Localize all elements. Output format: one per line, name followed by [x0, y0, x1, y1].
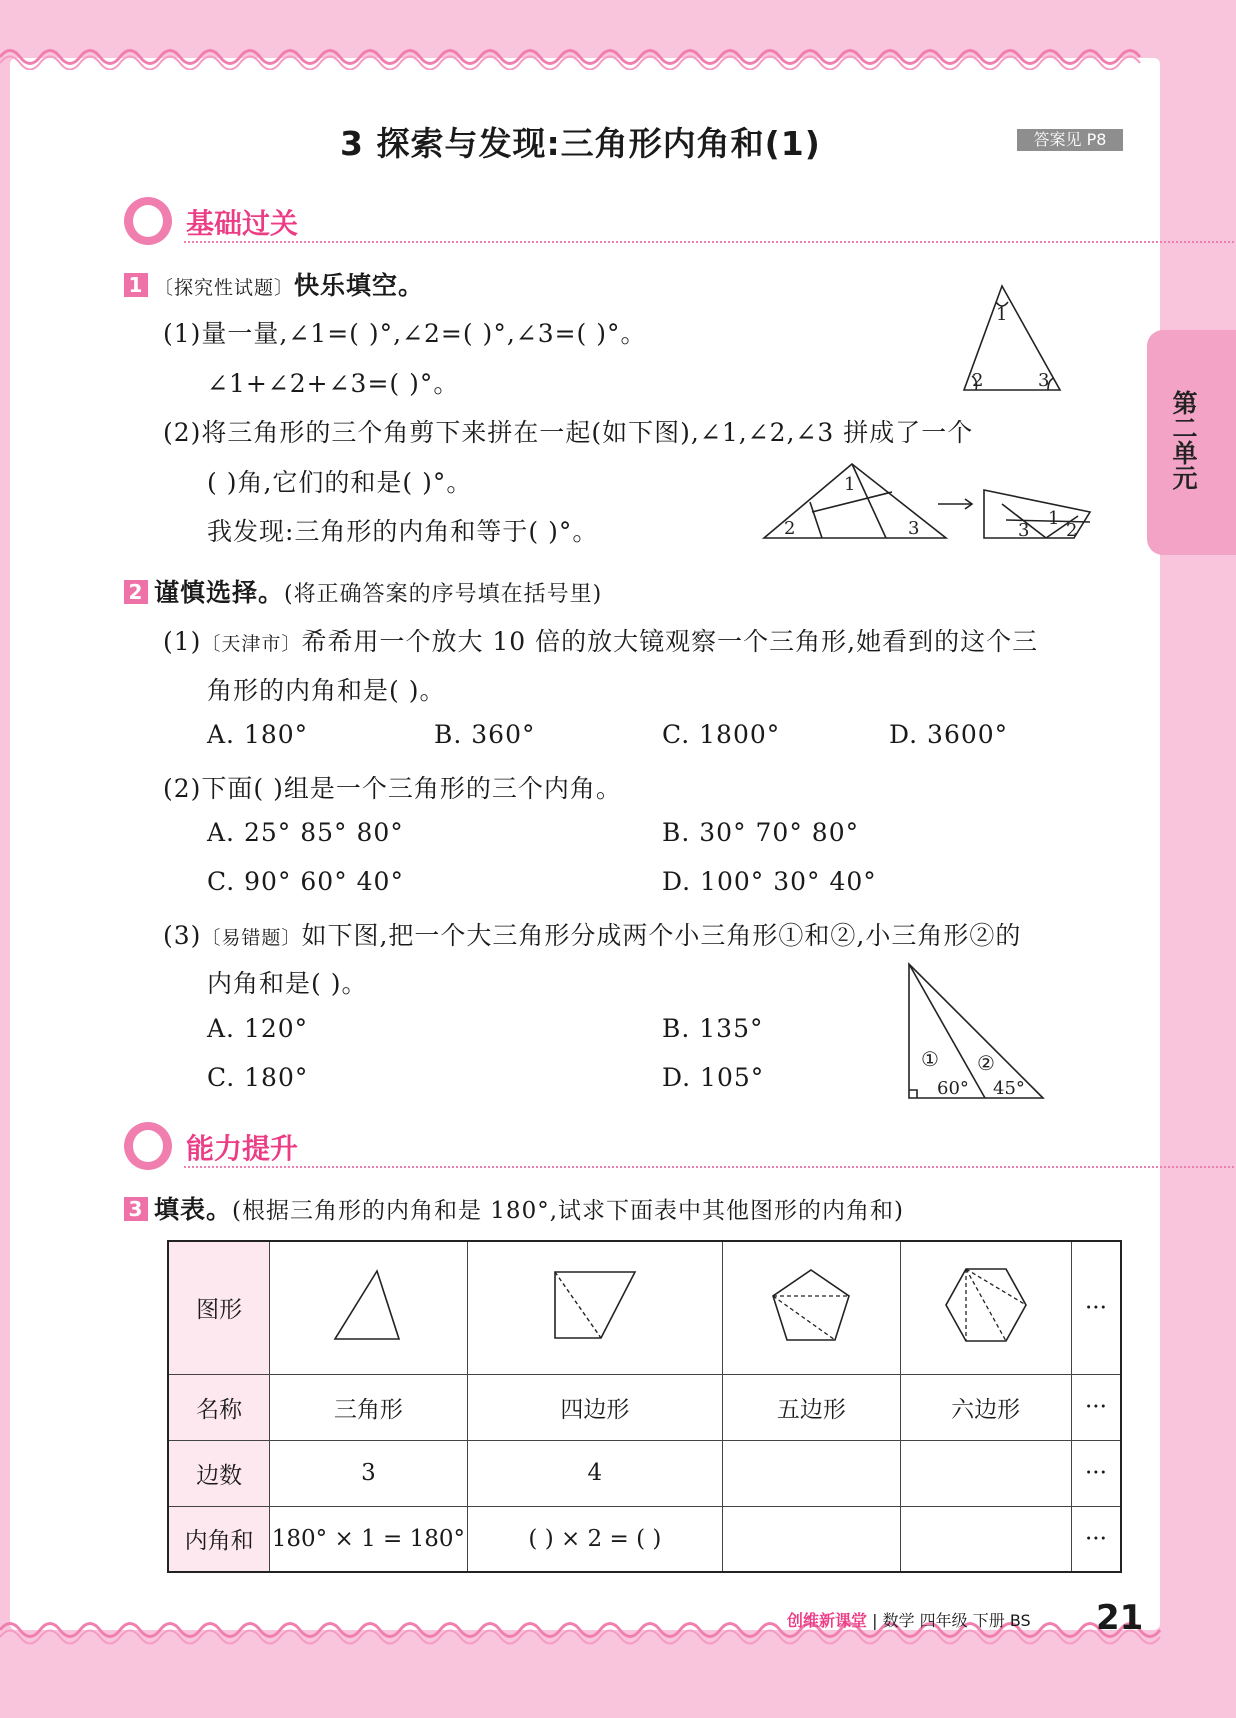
- angle-sum-cell-blank[interactable]: [900, 1506, 1071, 1572]
- q2-part2-option-d: D. 100° 30° 40°: [662, 867, 877, 896]
- q2-part1-tag: 〔天津市〕: [201, 633, 302, 655]
- q2-part3-line2: 内角和是( )。: [207, 969, 368, 998]
- q2-part1-option-b: B. 360°: [434, 720, 536, 749]
- shape-cell-pentagon: [723, 1241, 900, 1374]
- q2-part1-line2: 角形的内角和是( )。: [207, 676, 446, 705]
- q2-part1-line1: [163, 622, 1038, 658]
- angle-label: 2: [784, 518, 796, 539]
- q2-part3-option-b: B. 135°: [662, 1014, 764, 1043]
- q3-heading: [124, 1190, 904, 1226]
- q3-number: 3: [124, 1197, 148, 1221]
- q2-part2-option-a: A. 25° 85° 80°: [207, 818, 404, 847]
- name-cell: 四边形: [467, 1374, 723, 1440]
- hexagon-shape: [944, 1267, 1028, 1343]
- row-head: 内角和: [168, 1506, 270, 1572]
- angle-sum-cell[interactable]: ( ) × 2 = ( ): [467, 1506, 723, 1572]
- angle-label: 1: [996, 304, 1008, 325]
- angle-label: 2: [972, 370, 984, 391]
- shape-cell-quadrilateral: [467, 1241, 723, 1374]
- angle-sum-cell-blank[interactable]: [723, 1506, 900, 1572]
- table-row: [168, 1374, 1121, 1440]
- row-head: 图形: [168, 1241, 270, 1374]
- q1-triangle-figure: [960, 284, 1065, 394]
- sides-cell: 4: [467, 1440, 723, 1506]
- name-cell: 六边形: [900, 1374, 1071, 1440]
- table-row: [168, 1506, 1121, 1572]
- polygon-angle-table: [167, 1240, 1122, 1573]
- q2-part3-line1: [163, 916, 1021, 952]
- sides-cell: ···: [1071, 1440, 1121, 1506]
- q2-part1-option-c: C. 1800°: [662, 720, 781, 749]
- q2-hint: (将正确答案的序号填在括号里): [284, 582, 603, 607]
- name-cell: 五边形: [723, 1374, 900, 1440]
- q2-part3-option-d: D. 105°: [662, 1063, 765, 1092]
- footer-info: [787, 1608, 1031, 1631]
- q2-part3-text: 如下图,把一个大三角形分成两个小三角形①和②,小三角形②的: [301, 921, 1022, 950]
- pentagon-shape: [771, 1268, 851, 1342]
- q2-part1-text: 希希用一个放大 10 倍的放大镜观察一个三角形,她看到的这个三: [301, 627, 1039, 656]
- q1-title: 快乐填空。: [294, 271, 425, 300]
- section-advance-title: 能力提升: [186, 1132, 299, 1165]
- q2-part3-option-c: C. 180°: [207, 1063, 309, 1092]
- section-basic-header: [124, 197, 1124, 247]
- shape-cell-more: ···: [1071, 1241, 1121, 1374]
- q2-part3-option-a: A. 120°: [207, 1014, 309, 1043]
- angle-label: 3: [908, 518, 920, 539]
- shape-cell-hexagon: [900, 1241, 1071, 1374]
- sides-cell-blank[interactable]: [723, 1440, 900, 1506]
- section-divider: [184, 241, 1234, 243]
- mascot-icon: [124, 197, 172, 245]
- answer-reference-tag: 答案见 P8: [1017, 129, 1123, 151]
- q1-tag: 〔探究性试题〕: [154, 277, 295, 299]
- quadrilateral-shape: [553, 1270, 637, 1340]
- angle-label: 3: [1038, 370, 1050, 391]
- angle-label: 1: [1048, 508, 1060, 529]
- q2-heading: [124, 573, 602, 609]
- q1-part2-line3: 我发现:三角形的内角和等于( )°。: [207, 517, 599, 546]
- angle-label: 45°: [993, 1078, 1025, 1099]
- q2-part2-option-c: C. 90° 60° 40°: [207, 867, 404, 896]
- name-cell: 三角形: [270, 1374, 467, 1440]
- q2-part3-prefix: (3): [163, 921, 202, 950]
- q2-part2-option-b: B. 30° 70° 80°: [662, 818, 860, 847]
- angle-label: 2: [1066, 520, 1078, 541]
- q1-part2-line2: ( )角,它们的和是( )°。: [207, 468, 473, 497]
- sides-cell-blank[interactable]: [900, 1440, 1071, 1506]
- page-title: 3 探索与发现:三角形内角和(1): [340, 124, 821, 163]
- section-divider: [184, 1166, 1234, 1168]
- q1-heading: [124, 266, 424, 302]
- q3-title: 填表。: [154, 1195, 233, 1224]
- q2-number: 2: [124, 580, 148, 604]
- footer-details: | 数学 四年级 下册 BS: [872, 1611, 1031, 1630]
- footer-brand: 创维新课堂: [787, 1611, 868, 1630]
- bottom-wave-border: [0, 1620, 1236, 1646]
- q2-part3-tag: 〔易错题〕: [201, 927, 302, 949]
- row-head: 边数: [168, 1440, 270, 1506]
- q3-hint: (根据三角形的内角和是 180°,试求下面表中其他图形的内角和): [232, 1198, 904, 1224]
- table-row: [168, 1241, 1121, 1374]
- unit-side-tab-label: 第二单元: [1169, 390, 1198, 490]
- mascot-icon: [124, 1122, 172, 1170]
- q1-cut-angles-figure: [762, 460, 1102, 540]
- q1-part1-line2: ∠1+∠2+∠3=( )°。: [207, 369, 460, 398]
- q1-part2-line1: (2)将三角形的三个角剪下来拼在一起(如下图),∠1,∠2,∠3 拼成了一个: [163, 418, 974, 447]
- sides-cell: 3: [270, 1440, 467, 1506]
- q2-split-triangle-figure: [905, 962, 1045, 1102]
- angle-label: 3: [1018, 520, 1030, 541]
- q2-part1-prefix: (1): [163, 627, 202, 656]
- triangle-shape: [333, 1269, 403, 1341]
- name-cell: ···: [1071, 1374, 1121, 1440]
- q1-part1-line1: (1)量一量,∠1=( )°,∠2=( )°,∠3=( )°。: [163, 319, 647, 348]
- table-row: [168, 1440, 1121, 1506]
- row-head: 名称: [168, 1374, 270, 1440]
- q2-title: 谨慎选择。: [154, 578, 285, 607]
- angle-label: 60°: [937, 1078, 969, 1099]
- angle-label: 1: [844, 474, 856, 495]
- angle-sum-cell: ···: [1071, 1506, 1121, 1572]
- q2-part1-option-d: D. 3600°: [889, 720, 1009, 749]
- region-label: ②: [977, 1051, 995, 1075]
- top-wave-border: [0, 44, 1236, 70]
- section-basic-title: 基础过关: [186, 207, 299, 240]
- page-number: 21: [1096, 1598, 1144, 1638]
- region-label: ①: [921, 1047, 939, 1071]
- shape-cell-triangle: [270, 1241, 467, 1374]
- angle-sum-cell: 180° × 1 = 180°: [270, 1506, 467, 1572]
- section-advance-header: [124, 1122, 1124, 1172]
- q2-part1-option-a: A. 180°: [207, 720, 309, 749]
- q1-number: 1: [124, 273, 148, 297]
- q2-part2-line: (2)下面( )组是一个三角形的三个内角。: [163, 774, 622, 803]
